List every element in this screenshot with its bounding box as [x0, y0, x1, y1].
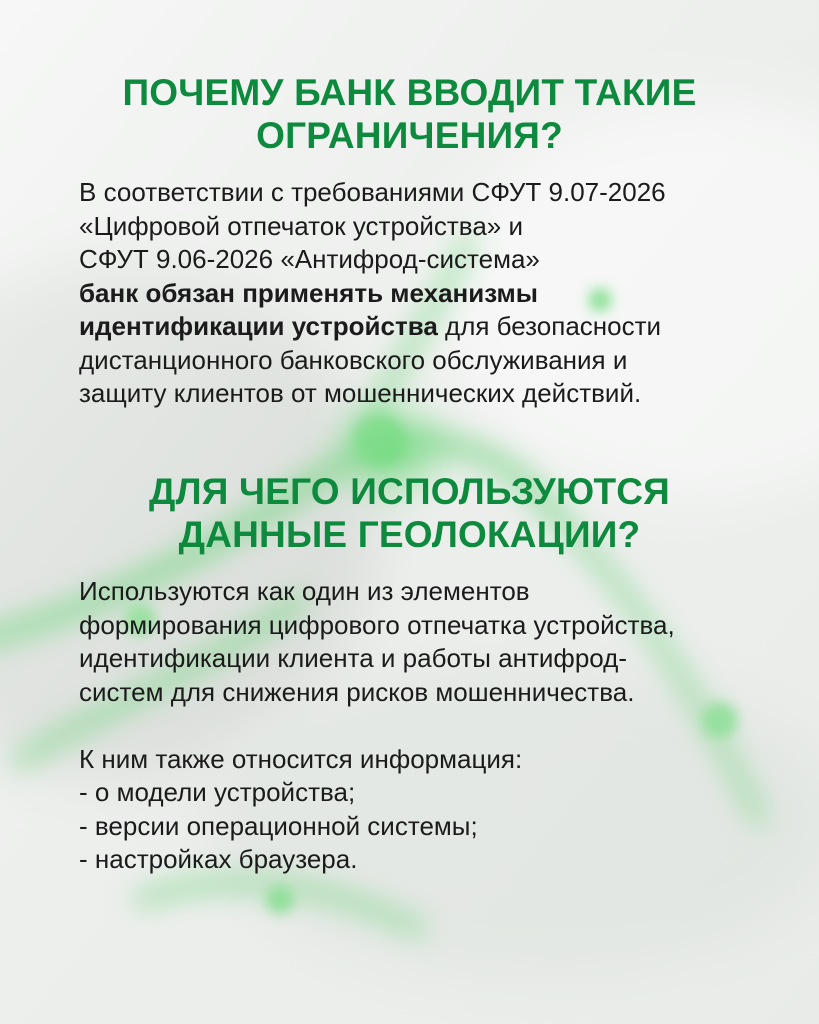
paragraph-line: К ним также относится информация:: [79, 743, 523, 774]
paragraph-line: «Цифровой отпечаток устройства» и: [79, 210, 523, 241]
section-title-restrictions-line1: ПОЧЕМУ БАНК ВВОДИТ ТАКИЕ: [122, 72, 697, 113]
paragraph-line-bold: [79, 277, 759, 311]
list-item: - о модели устройства;: [79, 777, 356, 807]
paragraph-gap: [79, 709, 759, 743]
section-title-restrictions-line2: ОГРАНИЧЕНИЯ?: [256, 115, 563, 156]
list-item: - версии операционной системы;: [79, 810, 478, 841]
list-item: - настройках браузера.: [79, 844, 358, 874]
paragraph-line: Используются как один из элементов: [79, 576, 530, 606]
paragraph-line-mixed: [79, 310, 759, 344]
paragraph-line: систем для снижения рисков мошенничества.: [79, 676, 635, 707]
section-title-geolocation-line1: ДЛЯ ЧЕГО ИСПОЛЬЗУЮТСЯ: [149, 471, 670, 512]
section-title-geolocation-line2: ДАННЫЕ ГЕОЛОКАЦИИ?: [178, 514, 641, 555]
bold-text: банк обязан применять механизмы: [79, 277, 538, 308]
section-title-restrictions: [0, 71, 819, 157]
geolocation-paragraph: [79, 575, 759, 877]
paragraph-line: В соответствии с требованиями СФУТ 9.07-2026: [79, 177, 666, 207]
section-title-geolocation: [0, 470, 819, 556]
restrictions-paragraph: [79, 176, 759, 411]
regular-text: для безопасности: [437, 311, 662, 341]
paragraph-line: СФУТ 9.06-2026 «Антифрод-система»: [79, 244, 540, 274]
paragraph-line: дистанционного банковского обслуживания и: [79, 344, 628, 375]
paragraph-line: идентификации клиента и работы антифрод-: [79, 643, 627, 673]
bold-text: идентификации устройства: [79, 311, 438, 341]
paragraph-line: защиту клиентов от мошеннических действий.: [79, 378, 642, 408]
paragraph-line: формирования цифрового отпечатка устройства,: [79, 609, 675, 640]
